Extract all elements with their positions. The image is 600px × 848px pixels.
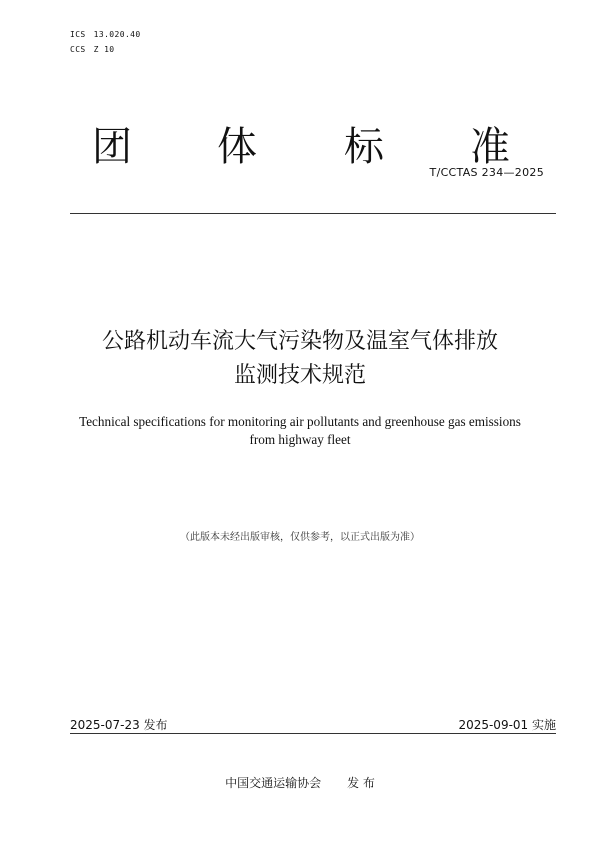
title-en-line-1: Technical specifications for monitoring air pollutants and greenhouse gas emissions — [79, 414, 521, 429]
title-en-line-2: from highway fleet — [249, 432, 351, 447]
standard-type-char-1: 团 — [92, 124, 132, 170]
ics-classification — [70, 30, 141, 40]
title-zh-line-1: 公路机动车流大气污染物及温室气体排放 — [101, 329, 498, 354]
publish-date: 2025-07-23 发布 — [70, 718, 168, 732]
standard-number: T/CCTAS 234—2025 — [429, 166, 544, 179]
bottom-divider — [70, 733, 556, 734]
standard-type-char-2: 体 — [217, 124, 257, 170]
top-divider — [70, 213, 556, 214]
issuer-line — [0, 774, 600, 791]
ics-code: 13.020.40 — [93, 30, 141, 39]
ccs-code: Z 10 — [93, 45, 115, 54]
issuer-action: 发 布 — [347, 776, 375, 790]
draft-note: （此版本未经出版审核，仅供参考，以正式出版为准） — [180, 532, 420, 543]
standard-type-char-4: 准 — [470, 124, 510, 170]
ccs-classification — [70, 45, 115, 55]
standard-type-char-3: 标 — [344, 124, 384, 170]
issuer-org: 中国交通运输协会 — [225, 776, 322, 790]
implement-date: 2025-09-01 实施 — [458, 718, 556, 732]
title-zh-line-2: 监测技术规范 — [233, 363, 366, 388]
ccs-label: CCS — [70, 45, 86, 54]
ics-label: ICS — [70, 30, 86, 39]
